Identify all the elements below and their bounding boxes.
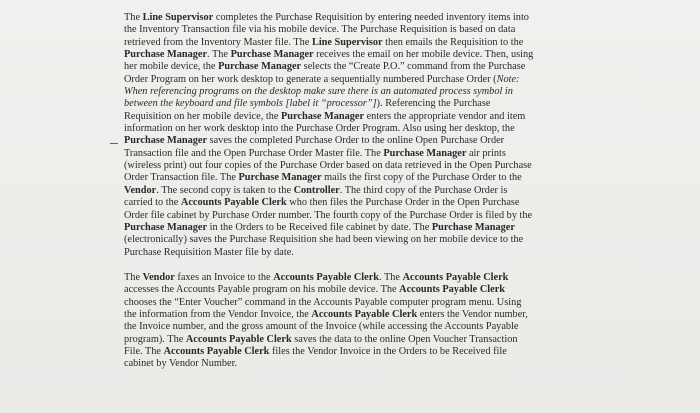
role-name: Vendor xyxy=(142,271,175,283)
role-name: Vendor xyxy=(124,184,157,196)
text-line xyxy=(124,358,600,370)
role-name: Controller xyxy=(293,184,340,196)
role-name: Accounts Payable Clerk xyxy=(185,333,292,345)
role-name: Accounts Payable Clerk xyxy=(399,284,505,296)
text-run: (wireless print) out four copies of the Purchase Order based on data retrieved in the Open Purchase xyxy=(124,160,532,172)
text-line xyxy=(124,346,600,358)
text-run: who then files the Purchase Order in the Open Purchase xyxy=(286,197,520,209)
text-line xyxy=(124,86,600,98)
text-line xyxy=(124,334,600,346)
text-run: . The second copy is taken to the xyxy=(156,184,294,196)
text-run: File. The xyxy=(124,345,164,357)
role-name: Line Supervisor xyxy=(311,36,383,48)
text-run: . The xyxy=(207,49,231,61)
text-run: The xyxy=(124,12,143,23)
text-run: The xyxy=(124,271,143,283)
role-name: Accounts Payable Clerk xyxy=(163,345,270,357)
text-run: Order file cabinet by Purchase Order number. The fourth copy of the Purchase Order is filed by the xyxy=(124,209,533,221)
text-run: completes the Purchase Requisition by entering needed inventory items into xyxy=(213,12,529,23)
text-run: carried to the xyxy=(124,197,181,209)
text-run: enters the Vendor number, xyxy=(417,308,528,320)
text-line xyxy=(124,222,600,234)
role-name: Line Supervisor xyxy=(142,12,214,23)
margin-dash-mark xyxy=(110,143,118,144)
text-run: Requisition on her mobile device, the xyxy=(124,110,281,122)
role-name: Purchase Manager xyxy=(124,49,208,61)
text-line xyxy=(124,284,600,296)
text-run: air prints xyxy=(466,147,506,159)
text-run: then emails the Requisition to the xyxy=(382,36,524,48)
role-name: Purchase Manager xyxy=(281,110,365,122)
text-line xyxy=(124,197,600,209)
role-name: Accounts Payable Clerk xyxy=(180,197,287,209)
text-run: the Invoice number, and the gross amount of the Invoice (while accessing the Accounts Payable xyxy=(124,321,519,333)
text-line xyxy=(124,272,600,284)
text-line xyxy=(124,135,600,147)
text-line xyxy=(124,148,600,160)
text-line xyxy=(124,24,600,36)
text-run: receives the email on her mobile device. Then, using xyxy=(313,49,534,61)
text-line xyxy=(124,61,600,73)
text-run: her mobile device, the xyxy=(124,61,219,73)
paragraph-1 xyxy=(124,12,600,259)
text-run: in the Orders to be Received file cabinet by date. The xyxy=(207,221,432,233)
role-name: Purchase Manager xyxy=(124,221,208,233)
text-run: mails the first copy of the Purchase Order to the xyxy=(321,172,522,184)
role-name: Accounts Payable Clerk xyxy=(273,271,380,283)
text-run: the information from the Vendor Invoice, the xyxy=(124,308,312,320)
text-line xyxy=(124,172,600,184)
text-line xyxy=(124,321,600,333)
role-name: Accounts Payable Clerk xyxy=(311,308,418,320)
role-name: Purchase Manager xyxy=(431,221,515,233)
text-run: Purchase Requisition Master file by date. xyxy=(124,246,294,258)
text-run: saves the completed Purchase Order to the online Open Purchase Order xyxy=(207,135,505,147)
note-text: When referencing programs on the desktop make sure there is an automated process symbol in xyxy=(124,86,513,98)
text-run: retrieved from the Inventory Master file. The xyxy=(124,36,312,48)
role-name: Purchase Manager xyxy=(218,61,302,73)
role-name: Accounts Payable Clerk xyxy=(402,271,509,283)
text-line xyxy=(124,49,600,61)
text-line xyxy=(124,111,600,123)
role-name: Purchase Manager xyxy=(383,147,467,159)
text-line xyxy=(124,185,600,197)
role-name: Purchase Manager xyxy=(238,172,322,184)
text-line xyxy=(124,98,600,110)
text-run: Order Transaction file. The xyxy=(124,172,239,184)
paragraph-2 xyxy=(124,272,600,371)
text-run: program). The xyxy=(124,333,186,345)
note-text: Note: xyxy=(496,73,520,85)
text-run: . The third copy of the Purchase Order is xyxy=(339,184,508,196)
text-line xyxy=(124,247,600,259)
text-line xyxy=(124,123,600,135)
text-run: faxes an Invoice to the xyxy=(174,271,274,283)
text-run: the Inventory Transaction file via his mobile device. The Purchase Requisition is based on data xyxy=(124,24,516,36)
text-run: selects the “Create P.O.” command from the Purchase xyxy=(301,61,526,73)
text-run: ). Referencing the Purchase xyxy=(376,98,491,110)
text-line xyxy=(124,160,600,172)
text-run: enters the appropriate vendor and item xyxy=(364,110,526,122)
text-run: (electronically) saves the Purchase Requisition she had been viewing on her mobile device to the xyxy=(124,234,524,246)
text-run: files the Vendor Invoice in the Orders to be Received file xyxy=(269,345,507,357)
text-run: chooses the “Enter Voucher” command in the Accounts Payable computer program menu. Using xyxy=(124,296,522,308)
note-text: between the keyboard and file symbols [label it “processor”] xyxy=(124,98,377,110)
text-line xyxy=(124,234,600,246)
text-line xyxy=(124,309,600,321)
text-run: cabinet by Vendor Number. xyxy=(124,358,238,370)
text-line xyxy=(124,210,600,222)
text-line xyxy=(124,12,600,24)
text-run: Order Program on her work desktop to generate a sequentially numbered Purchase Order ( xyxy=(124,73,497,85)
text-run: information on her work desktop into the Purchase Order Program. Also using her desktop, the xyxy=(124,123,515,135)
role-name: Purchase Manager xyxy=(124,135,208,147)
text-run: . The xyxy=(379,271,403,283)
text-line xyxy=(124,74,600,86)
text-line xyxy=(124,37,600,49)
text-run: Transaction file and the Open Purchase Order Master file. The xyxy=(124,147,384,159)
text-run: accesses the Accounts Payable program on his mobile device. The xyxy=(124,284,400,296)
role-name: Purchase Manager xyxy=(230,49,314,61)
text-column xyxy=(124,12,600,384)
text-line xyxy=(124,297,600,309)
text-run: saves the data to the online Open Voucher Transaction xyxy=(291,333,518,345)
